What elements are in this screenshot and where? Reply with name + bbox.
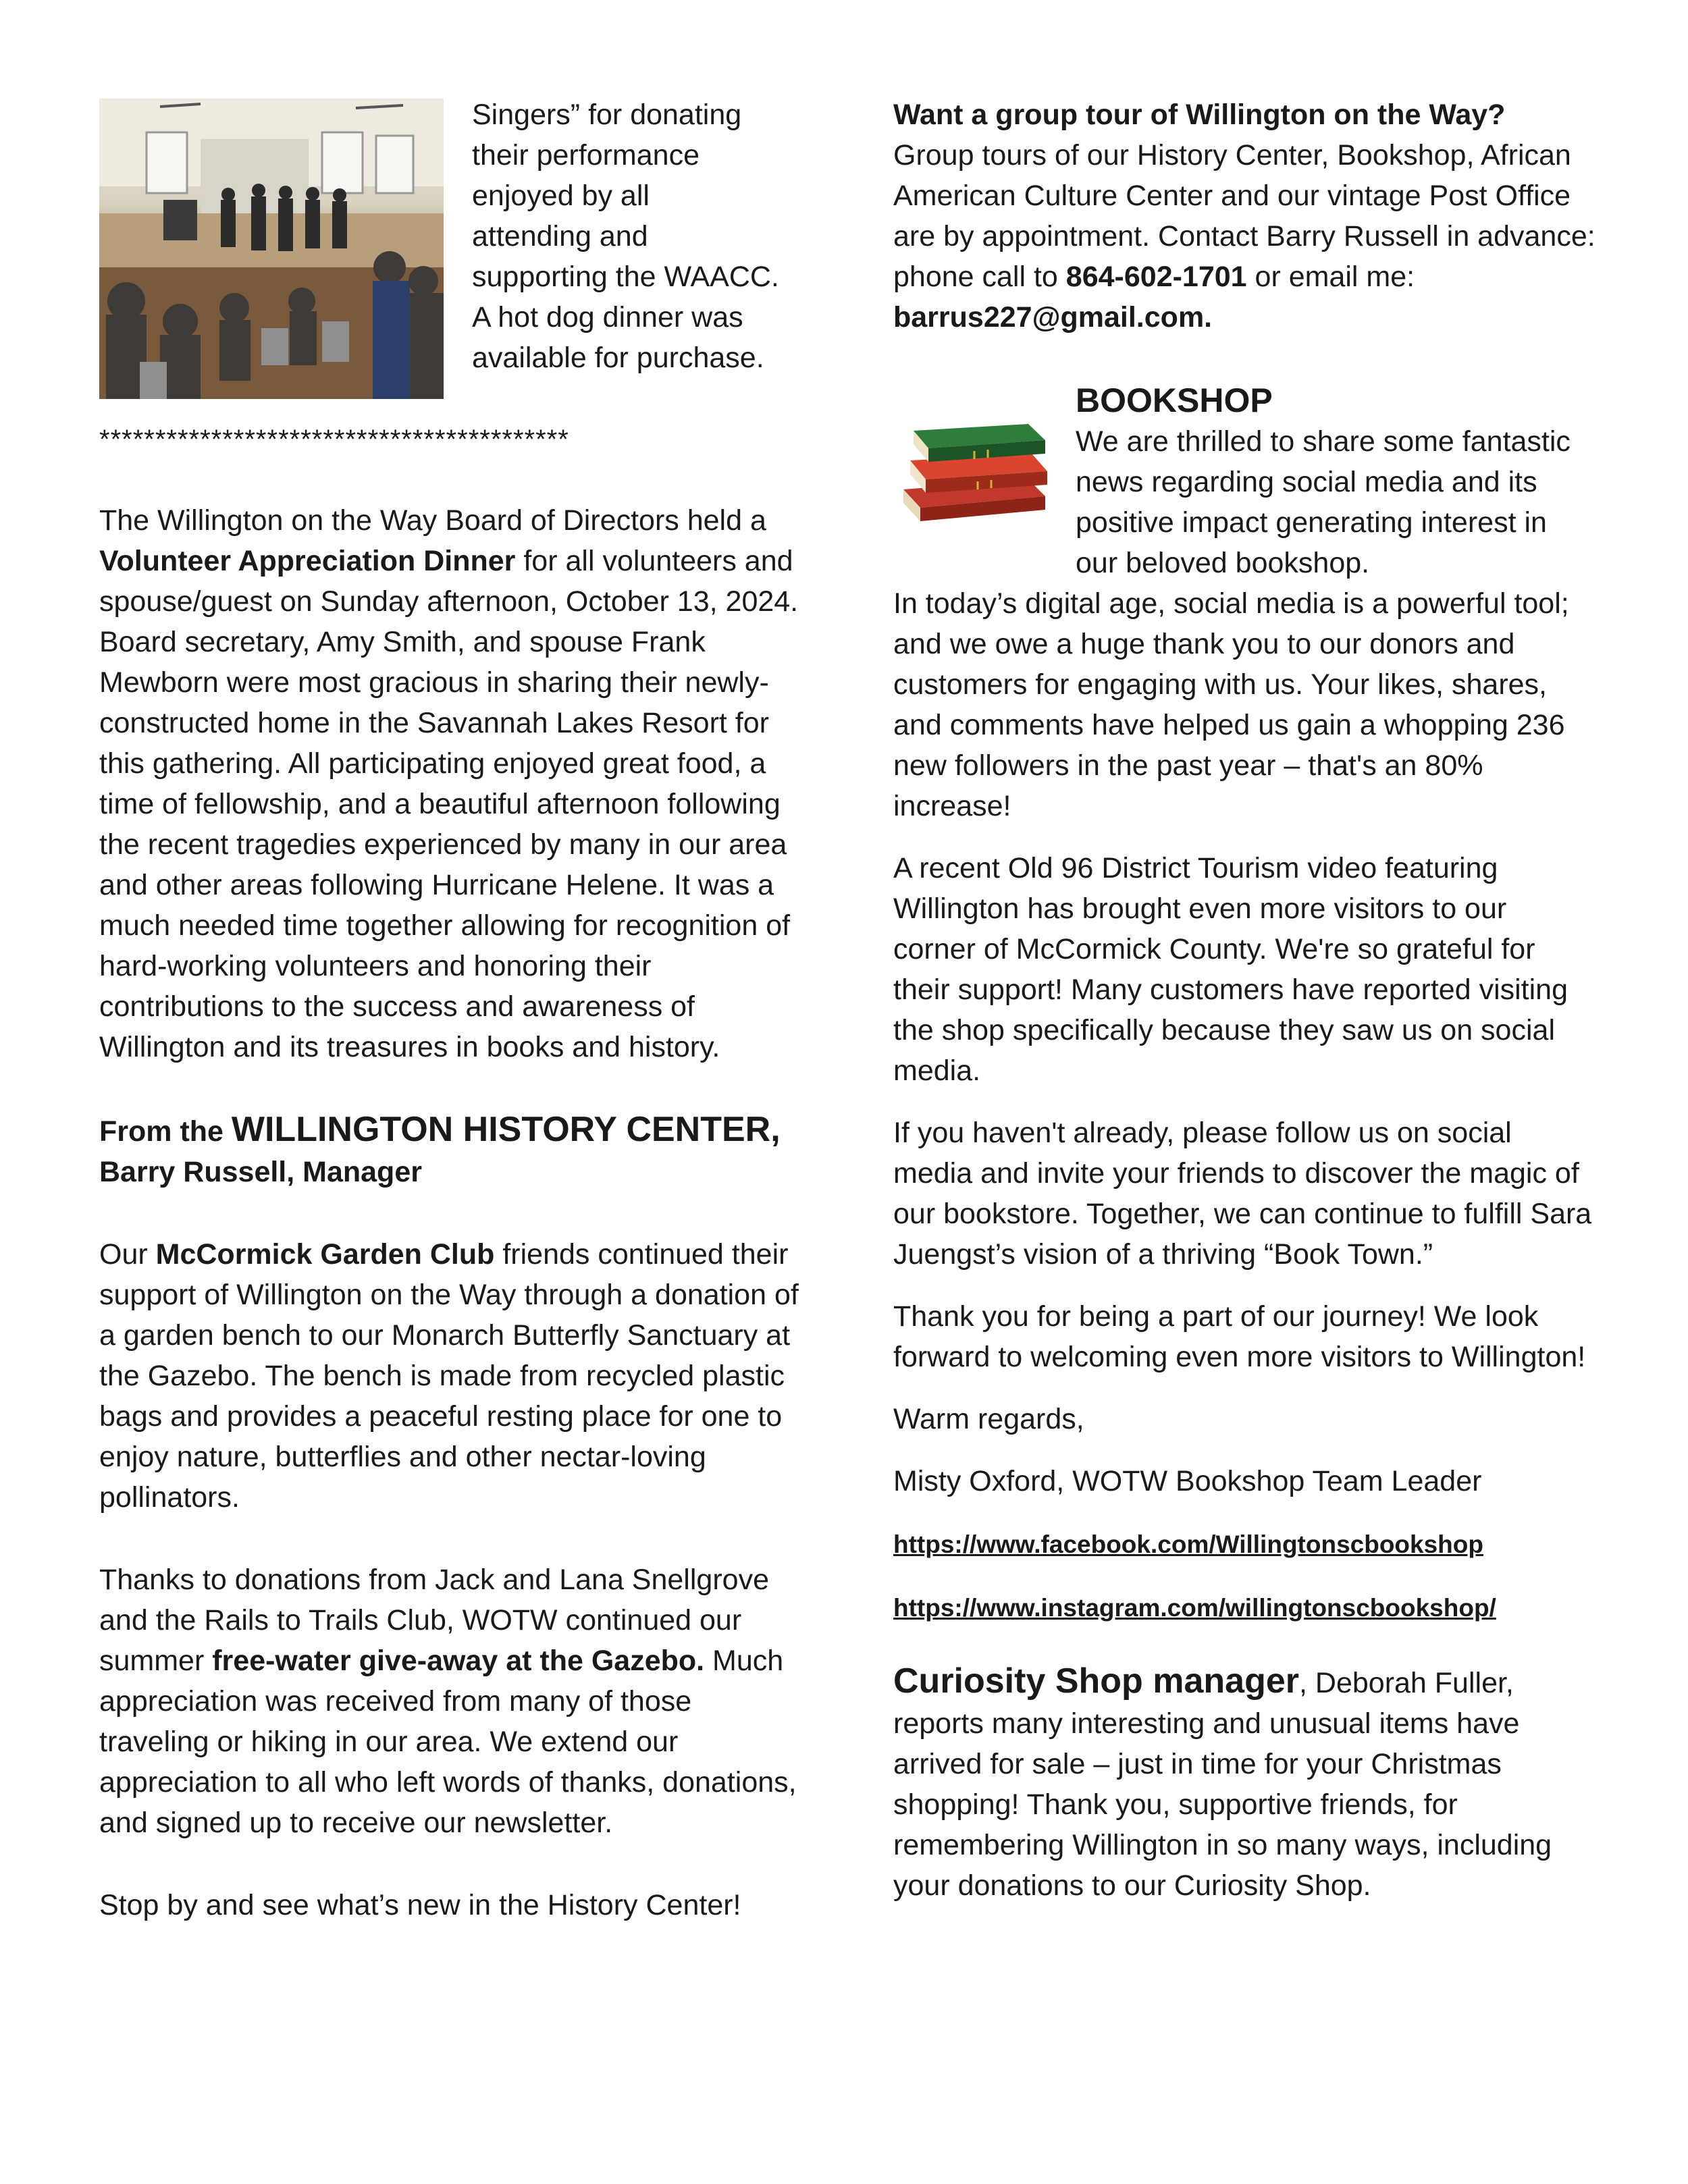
history-center-heading: From the WILLINGTON HISTORY CENTER, [99,1110,781,1149]
bookshop-paragraph-3: If you haven't already, please follow us on social media and invite your friends to discover the magic of our bookstore. Together, we can continue to fulfill Sara Juengst’s vision of a thriving “Book Town.” [893,1117,1592,1271]
caption-line: their performance [472,139,700,171]
caption-line: attending and [472,220,648,252]
garden-club-paragraph: Our McCormick Garden Club friends continued their support of Willington on the Way through a donation of a garden bench to our Monarch Butterfly Sanctuary at the Gazebo. The bench is made from recycled plastic bags and provides a peaceful resting place for one to enjoy nature, butterflies and other nectar-loving pollinators. [99,1238,799,1514]
books-stack-icon [893,412,1055,527]
curiosity-shop-paragraph: Curiosity Shop manager, Deborah Fuller, reports many interesting and unusual items have arrived for sale – just in time for your Christmas shopping! Thank you, supportive friends, for remembering Willington in so many ways, including your donations to our Curiosity Shop. [893,1661,1552,1902]
stop-by-line: Stop by and see what’s new in the History Center! [99,1889,741,1921]
caption-line: available for purchase. [472,342,764,374]
photo-caption [472,95,801,378]
bookshop-paragraph-4: Thank you for being a part of our journey! We look forward to welcoming even more visitors to Willington! [893,1300,1586,1373]
warm-regards: Warm regards, [893,1403,1084,1435]
left-column [99,95,801,1925]
right-column [893,95,1595,1906]
group-tour-heading: Want a group tour of Willington on the Way? [893,99,1506,131]
facebook-link[interactable]: https://www.facebook.com/Willingtonscbookshop [893,1530,1483,1558]
singers-performance-photo [99,99,444,399]
bookshop-intro: We are thrilled to share some fantastic news regarding social media and its positive impact generating interest in our beloved bookshop. [1076,425,1571,579]
bookshop-header [893,379,1595,583]
history-center-manager: Barry Russell, Manager [99,1156,422,1188]
volunteer-dinner-paragraph: The Willington on the Way Board of Directors held a Volunteer Appreciation Dinner for all volunteers and spouse/guest on Sunday afternoon, October 13, 2024. Board secretary, Amy Smith, and spouse Frank Mewborn were most gracious in sharing their newly-constructed home in the Savannah Lakes Resort for this gathering. All participating enjoyed great food, a time of fellowship, and a beautiful afternoon following the recent tragedies experienced by many in our area and other areas following Hurricane Helene. It was a much needed time together allowing for recognition of hard-working volunteers and honoring their contributions to the success and awareness of Willington and its treasures in books and history. [99,504,799,1063]
instagram-link[interactable]: https://www.instagram.com/willingtonscbookshop/ [893,1594,1496,1622]
section-separator: ****************************************** [99,425,569,454]
phone-number: 864-602-1701 [1065,261,1247,293]
volunteer-dinner-bold: Volunteer Appreciation Dinner [99,545,516,577]
bookshop-signature: Misty Oxford, WOTW Bookshop Team Leader [893,1465,1482,1497]
bookshop-intro-block [1076,379,1595,583]
email-address[interactable]: barrus227@gmail.com. [893,301,1213,334]
caption-line: supporting the WAACC. [472,261,779,293]
curiosity-shop-title: Curiosity Shop manager [893,1661,1299,1701]
free-water-paragraph: Thanks to donations from Jack and Lana Snellgrove and the Rails to Trails Club, WOTW continued our summer free-water give-away at the Gazebo. Much appreciation was received from many of those traveling or hiking in our area. We extend our appreciation to all who left words of thanks, donations, and signed up to receive our newsletter. [99,1564,797,1839]
bookshop-title: BOOKSHOP [1076,381,1273,419]
group-tour-paragraph: Group tours of our History Center, Bookshop, African American Culture Center and our vintage Post Office are by appointment. Contact Barry Russell in advance: phone call to 864-602-1701 or email me: barrus227@gmail.com. [893,139,1595,334]
photo-row [99,95,801,399]
bookshop-paragraph-2: A recent Old 96 District Tourism video featuring Willington has brought even more visitors to our corner of McCormick County. We're so grateful for their support! Many customers have reported visiting the shop specifically because they saw us on social media. [893,852,1568,1087]
bookshop-paragraph-1: In today’s digital age, social media is a powerful tool; and we owe a huge thank you to our donors and customers for engaging with us. Your likes, shares, and comments have helped us gain a whopping 236 new followers in the past year – that's an 80% increase! [893,587,1569,822]
caption-line: enjoyed by all [472,180,650,212]
caption-line: Singers” for donating [472,99,742,131]
caption-line: A hot dog dinner was [472,301,743,334]
